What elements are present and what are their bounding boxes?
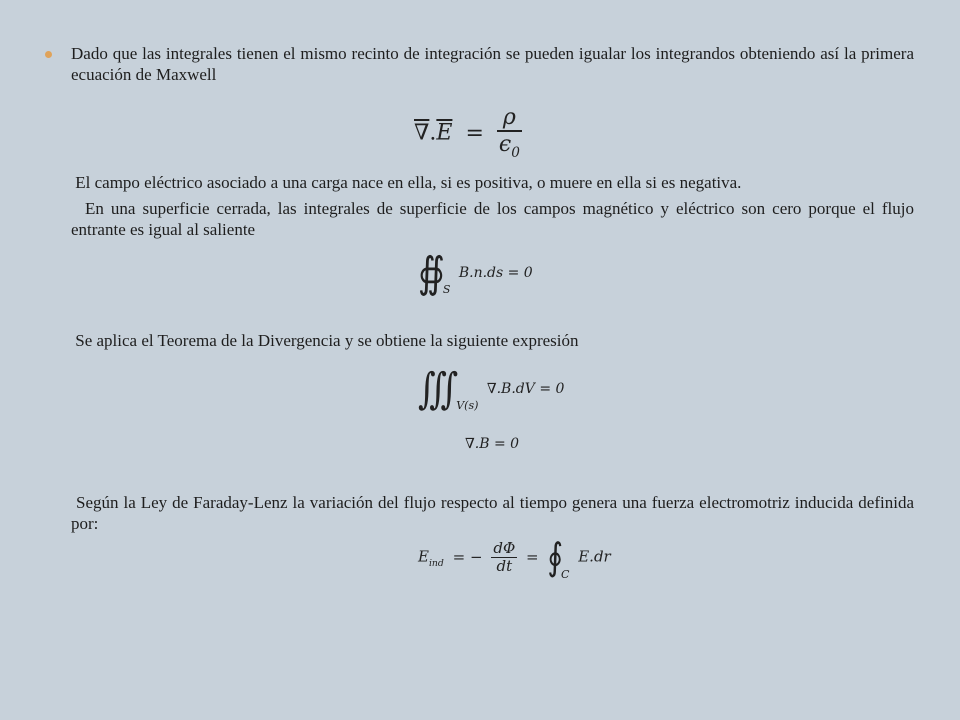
faraday-denominator: dt <box>496 557 513 575</box>
paragraph-superficie-text: En una superficie cerrada, las integrales de superficie de los campos magnético y eléctrico son cero porque el flujo entrante es igual al saliente <box>71 199 915 239</box>
volume-integral-icon: ∭ <box>418 364 459 414</box>
divb-equation: ∇.B = 0 <box>465 436 520 452</box>
faraday-eq2: = <box>526 547 539 566</box>
flux-equation <box>418 248 533 298</box>
faraday-lhs: E <box>418 547 429 566</box>
volume-equation <box>418 364 565 414</box>
paragraph-carga-text: El campo eléctrico asociado a una carga nace en ella, si es positiva, o muere en ella si es negativa. <box>75 173 742 192</box>
surface-integral-icon: ∯ <box>418 248 445 298</box>
gauss-equation: $\nabla.\overline{E}$ = $\frac{\rho}{\epsilon_0}$ <box>414 105 520 161</box>
paragraph-divergencia-text: Se aplica el Teorema de la Divergencia y se obtiene la siguiente expresión <box>75 331 579 350</box>
gauss-denominator: ϵ <box>498 131 512 157</box>
faraday-lhs-sub: ind <box>428 557 444 569</box>
bullet-paragraph: Dado que las integrales tienen el mismo recinto de integración se pueden igualar los integrandos obteniendo así la primera ecuación de Maxwell <box>71 44 914 84</box>
flux-body: B.n.ds = 0 <box>458 265 533 281</box>
gauss-numerator: ρ <box>502 105 516 130</box>
paragraph-divergencia <box>71 330 914 351</box>
bullet-dot-icon <box>45 51 52 58</box>
volume-body: ∇.B.dV = 0 <box>486 381 565 397</box>
faraday-int-sub: C <box>561 567 570 581</box>
volume-int-sub: V(s) <box>456 399 479 412</box>
gauss-denominator-sub: 0 <box>511 144 520 161</box>
faraday-numerator: dΦ <box>493 539 516 557</box>
paragraph-faraday <box>71 492 914 534</box>
paragraph-faraday-text: Según la Ley de Faraday-Lenz la variación del flujo respecto al tiempo genera una fuerza electromotriz inducida definida por: <box>71 493 914 533</box>
contour-integral-icon: ∮ <box>547 535 564 579</box>
faraday-eq: = − <box>452 547 483 566</box>
paragraph-superficie <box>71 198 914 240</box>
faraday-equation <box>418 535 611 581</box>
faraday-body: E.dr <box>578 547 611 566</box>
flux-int-sub: S <box>442 283 451 296</box>
paragraph-carga <box>71 172 914 193</box>
